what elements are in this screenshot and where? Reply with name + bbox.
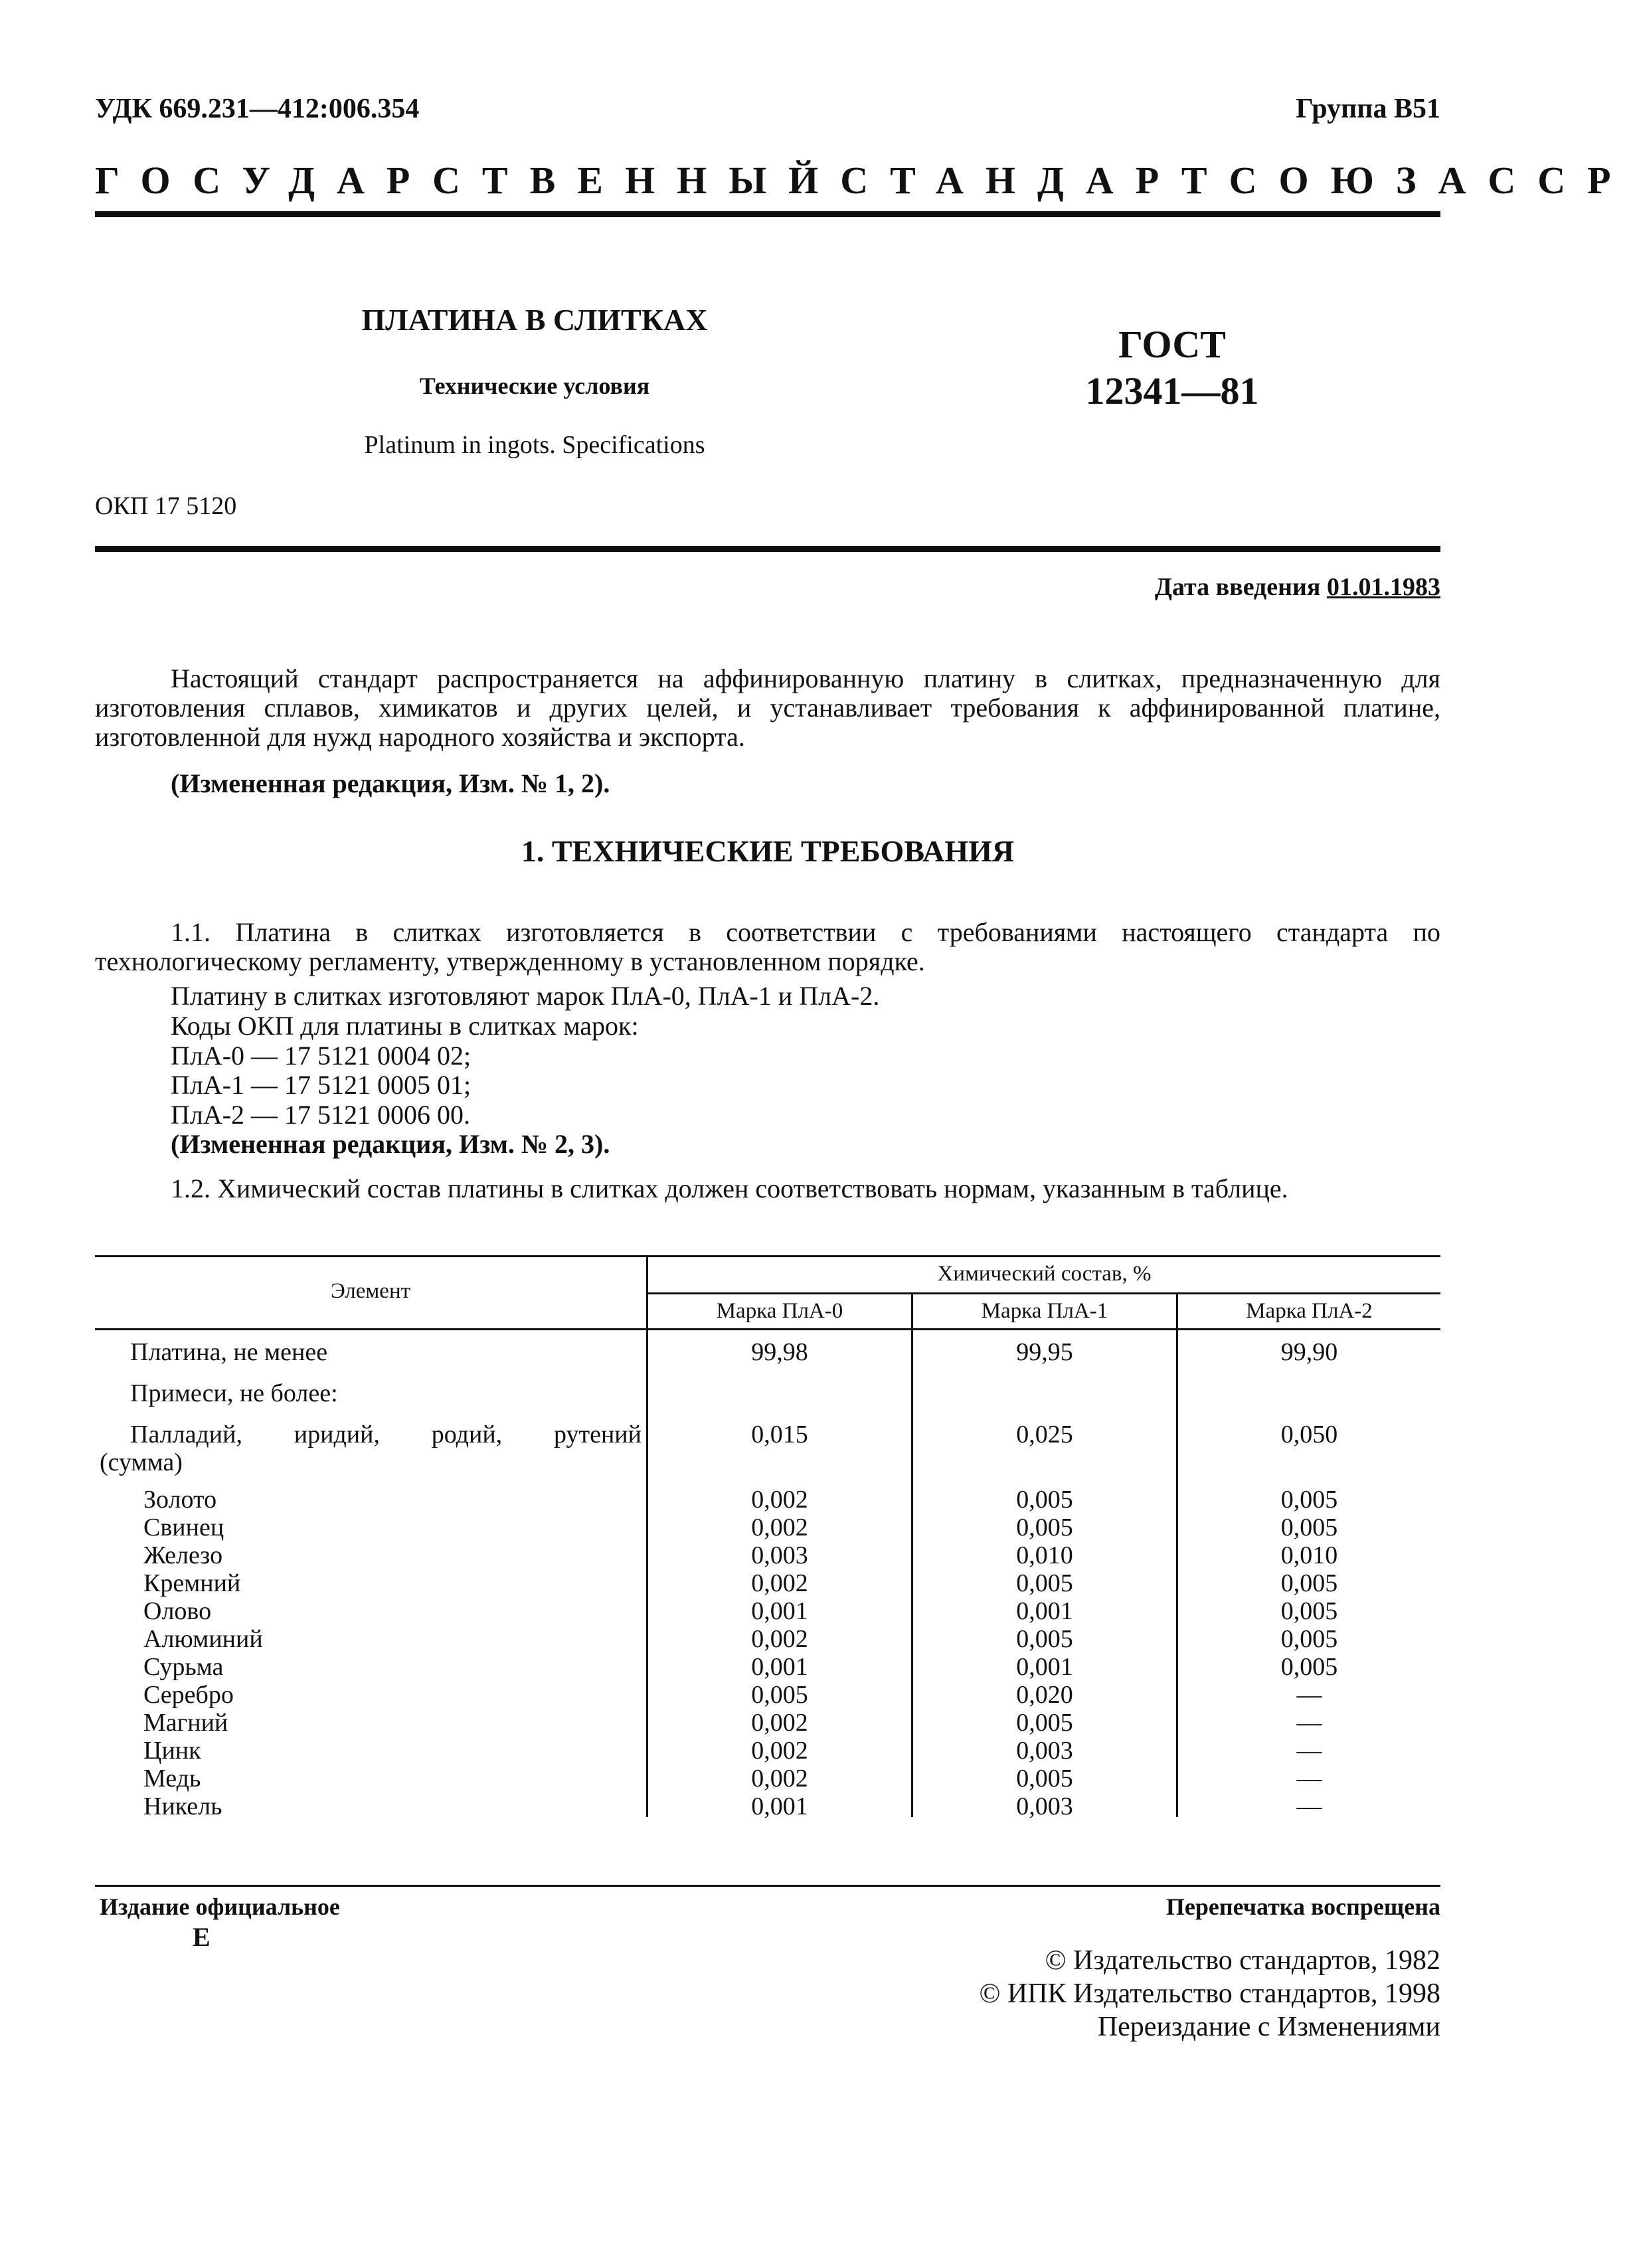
element-value: — [1296,1792,1322,1820]
element-value: 0,010 [1016,1541,1073,1569]
element-value: 0,003 [1016,1792,1073,1820]
copyright-line: Переиздание с Изменениями [1097,2012,1440,2042]
edition-letter: Е [193,1922,211,1952]
banner-word: СОЮЗА [1229,159,1488,202]
table-grid [95,1255,1440,1833]
okp-code-pla2: ПлА-2 — 17 5121 0006 00. [171,1100,471,1130]
composition-header: Химический состав, % [937,1262,1152,1286]
element-name: Никель [143,1792,222,1820]
element-name: Медь [143,1765,201,1792]
element-value: 0,005 [1016,1569,1073,1597]
element-header: Элемент [330,1279,411,1303]
element-value: 0,002 [751,1569,808,1597]
element-value: 0,002 [751,1486,808,1514]
grade-header-pla1: Марка ПлА-1 [981,1299,1108,1323]
platinum-label: Платина, не менее [130,1338,328,1366]
element-value: — [1296,1737,1322,1765]
composition-table [95,1255,1440,1833]
intro-paragraph: Настоящий стандарт распространяется на аффинированную платину в слитках, предназначенную для изготовления сплавов, химикатов и других целей, и устанавливает требования к аффинированной платине, изготовленной для нужд народного хозяйства и экспорта. [95,663,1440,752]
banner-word: ГОСУДАРСТВЕННЫЙ [95,159,841,202]
pgm-word: рутений [554,1421,642,1448]
element-name: Цинк [143,1737,201,1765]
element-name: Олово [143,1597,212,1625]
gost-number: 12341—81 [1085,369,1259,412]
element-value: 0,005 [1280,1597,1338,1625]
element-value: 0,002 [751,1765,808,1792]
paragraph-1-2: 1.2. Химический состав платины в слитках должен соответствовать нормам, указанным в таблице. [171,1174,1288,1203]
element-name: Кремний [143,1569,241,1597]
element-value: — [1296,1709,1322,1737]
official-edition: Издание официальное [100,1893,340,1920]
pgm-value: 0,025 [1016,1421,1073,1448]
element-value: 0,001 [751,1653,808,1681]
pgm-label-cont: (сумма) [100,1448,183,1476]
element-value: 0,002 [751,1709,808,1737]
element-value: 0,020 [1016,1681,1073,1709]
standard-banner [95,158,1633,203]
footer-rule [95,1885,1440,1887]
element-value: 0,002 [751,1737,808,1765]
grade-header-pla0: Марка ПлА-0 [716,1299,843,1323]
paragraph-1-1: 1.1. Платина в слитках изготовляется в соответствии с требованиями настоящего стандарта по технологическому регламенту, утвержденному в установленном порядке. [95,917,1440,976]
table-mid-rule [646,1292,1440,1294]
title-rule [95,546,1440,552]
banner-word: СТАНДАРТ [840,159,1229,202]
element-value: 0,005 [1016,1486,1073,1514]
intro-date-label: Дата введения [1154,573,1327,601]
element-value: 0,005 [1280,1514,1338,1541]
element-value: 0,005 [751,1681,808,1709]
okp-code-pla0: ПлА-0 — 17 5121 0004 02; [171,1041,472,1071]
platinum-value: 99,95 [1016,1338,1073,1366]
english-title: Platinum in ingots. Specifications [364,431,705,459]
element-value: 0,005 [1016,1765,1073,1792]
pgm-word: иридий, [294,1421,380,1448]
element-name: Железо [143,1541,223,1569]
element-name: Магний [143,1709,228,1737]
platinum-value: 99,90 [1280,1338,1338,1366]
element-value: 0,002 [751,1625,808,1653]
header-rule [95,211,1440,217]
element-value: 0,003 [1016,1737,1073,1765]
grades-line: Платину в слитках изготовляют марок ПлА-0, ПлА-1 и ПлА-2. [171,981,880,1011]
pgm-value: 0,015 [751,1421,808,1448]
element-value: 0,003 [751,1541,808,1569]
copyright-line: © Издательство стандартов, 1982 [1045,1945,1440,1976]
element-value: 0,001 [751,1792,808,1820]
element-value: 0,005 [1280,1653,1338,1681]
banner-word: ССР [1488,159,1633,202]
pgm-word: Палладий, [130,1421,242,1448]
element-name: Свинец [143,1514,224,1541]
grade-header-pla2: Марка ПлА-2 [1246,1299,1373,1323]
group-code: Группа В51 [1296,94,1440,124]
element-value: 0,005 [1016,1514,1073,1541]
element-value: 0,005 [1280,1486,1338,1514]
element-value: 0,005 [1016,1625,1073,1653]
impurities-label: Примеси, не более: [130,1379,338,1407]
platinum-value: 99,98 [751,1338,808,1366]
element-value: — [1296,1681,1322,1709]
intro-date-value: 01.01.1983 [1327,573,1440,601]
element-value: — [1296,1765,1322,1792]
okp-code-pla1: ПлА-1 — 17 5121 0005 01; [171,1070,472,1100]
section-amendment: (Измененная редакция, Изм. № 2, 3). [171,1129,610,1159]
element-name: Золото [143,1486,217,1514]
okp-code: ОКП 17 5120 [95,492,237,520]
gost-label: ГОСТ [1118,323,1226,366]
reprint-notice: Перепечатка воспрещена [1165,1893,1440,1920]
element-name: Серебро [143,1681,234,1709]
doc-title: ПЛАТИНА В СЛИТКАХ [361,303,708,337]
section-title: 1. ТЕХНИЧЕСКИЕ ТРЕБОВАНИЯ [521,834,1015,868]
element-name: Алюминий [143,1625,263,1653]
pgm-value: 0,050 [1280,1421,1338,1448]
element-value: 0,005 [1280,1569,1338,1597]
pgm-label [130,1420,642,1449]
element-value: 0,001 [1016,1653,1073,1681]
copyright-line: © ИПК Издательство стандартов, 1998 [979,1978,1440,2009]
udk-code: УДК 669.231—412:006.354 [95,94,420,124]
table-top-rule [95,1255,1440,1257]
intro-date [1155,572,1440,602]
intro-amendment: (Измененная редакция, Изм. № 1, 2). [171,768,610,798]
element-value: 0,010 [1280,1541,1338,1569]
okp-codes-title: Коды ОКП для платины в слитках марок: [171,1011,639,1041]
element-value: 0,005 [1280,1625,1338,1653]
element-name: Сурьма [143,1653,224,1681]
element-value: 0,002 [751,1514,808,1541]
element-value: 0,005 [1016,1709,1073,1737]
pgm-word: родий, [431,1421,503,1448]
doc-subtitle: Технические условия [419,373,650,399]
element-value: 0,001 [751,1597,808,1625]
element-value: 0,001 [1016,1597,1073,1625]
table-header-rule [95,1328,1440,1330]
